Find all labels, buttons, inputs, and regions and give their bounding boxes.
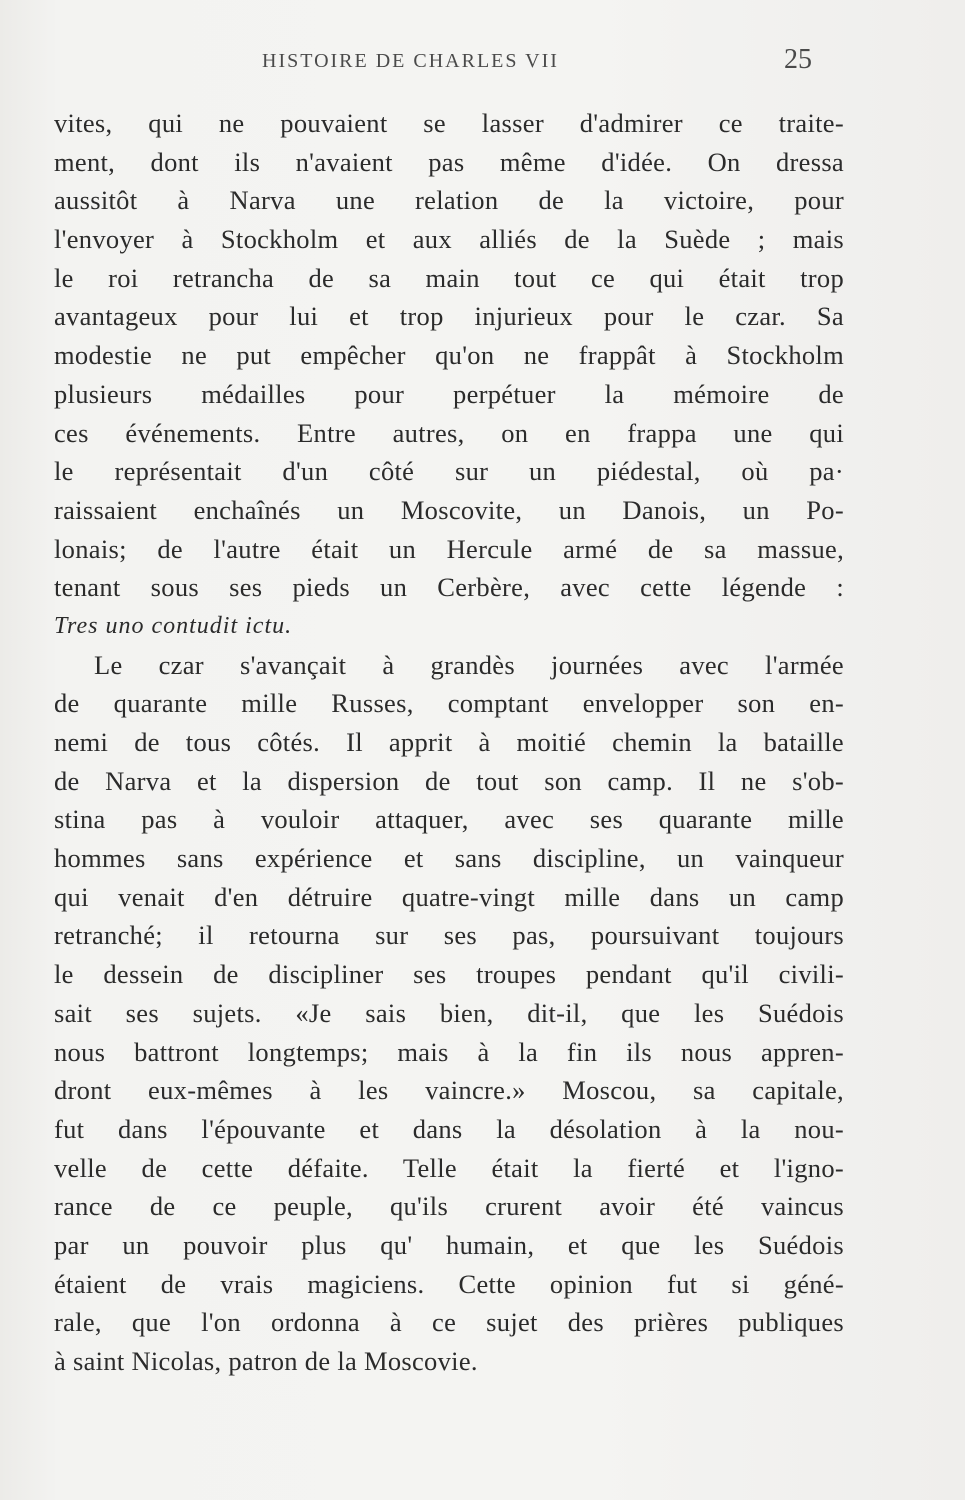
text-line: sait ses sujets. «Je sais bien, dit-il, que les Suédois: [54, 997, 844, 1028]
text-line: dront eux-mêmes à les vaincre.» Moscou, sa capitale,: [54, 1075, 844, 1106]
text-line: vites, qui ne pouvaient se lasser d'admirer ce traite-: [54, 108, 844, 138]
legend-line: Tres uno contudit ictu.: [54, 612, 293, 639]
body-text: [54, 104, 844, 1381]
text-line: le roi retrancha de sa main tout ce qui était trop: [54, 262, 844, 293]
text-line: rance de ce peuple, qu'ils crurent avoir été vaincus: [54, 1191, 844, 1222]
page-number: 25: [784, 44, 812, 75]
text-line: raissaient enchaînés un Moscovite, un Danois, un Po-: [54, 494, 844, 525]
text-line: ces événements. Entre autres, on en frappa une qui: [54, 417, 844, 448]
text-line: à saint Nicolas, patron de la Moscovie.: [54, 1346, 478, 1376]
text-line: tenant sous ses pieds un Cerbère, avec cette légende :: [54, 572, 844, 603]
text-line: lonais; de l'autre était un Hercule armé de sa massue,: [54, 533, 844, 564]
text-line: par un pouvoir plus qu' humain, et que les Suédois: [54, 1229, 844, 1260]
text-line: étaient de vrais magiciens. Cette opinion fut si géné-: [54, 1268, 844, 1299]
text-line: modestie ne put empêcher qu'on ne frappât à Stockholm: [54, 340, 844, 371]
running-title: HISTOIRE DE CHARLES VII: [262, 50, 559, 72]
text-line: Le czar s'avançait à grandès journées avec l'armée: [94, 649, 844, 680]
text-line: l'envoyer à Stockholm et aux alliés de la Suède ; mais: [54, 224, 844, 255]
text-line: nemi de tous côtés. Il apprit à moitié chemin la bataille: [54, 727, 844, 757]
text-line: aussitôt à Narva une relation de la victoire, pour: [54, 185, 844, 216]
text-line: qui venait d'en détruire quatre-vingt mille dans un camp: [54, 881, 844, 912]
text-line: hommes sans expérience et sans discipline, un vainqueur: [54, 843, 844, 874]
text-line: avantageux pour lui et trop injurieux pour le czar. Sa: [54, 301, 844, 332]
text-line: fut dans l'épouvante et dans la désolation à la nou-: [54, 1113, 844, 1144]
text-line: de Narva et la dispersion de tout son camp. Il ne s'ob-: [54, 765, 844, 796]
text-line: stina pas à vouloir attaquer, avec ses quarante mille: [54, 804, 844, 835]
text-line: le dessein de discipliner ses troupes pendant qu'il civili-: [54, 959, 844, 990]
text-line: nous battront longtemps; mais à la fin ils nous appren-: [54, 1036, 844, 1067]
text-line: plusieurs médailles pour perpétuer la mémoire de: [54, 378, 844, 409]
text-line: le représentait d'un côté sur un piédestal, où pa·: [54, 456, 844, 487]
text-line: ment, dont ils n'avaient pas même d'idée. On dressa: [54, 146, 844, 177]
text-line: de quarante mille Russes, comptant envelopper son en-: [54, 688, 844, 719]
text-line: rale, que l'on ordonna à ce sujet des prières publiques: [54, 1307, 844, 1338]
text-line: velle de cette défaite. Telle était la fierté et l'igno-: [54, 1152, 844, 1183]
text-line: retranché; il retourna sur ses pas, poursuivant toujours: [54, 920, 844, 951]
